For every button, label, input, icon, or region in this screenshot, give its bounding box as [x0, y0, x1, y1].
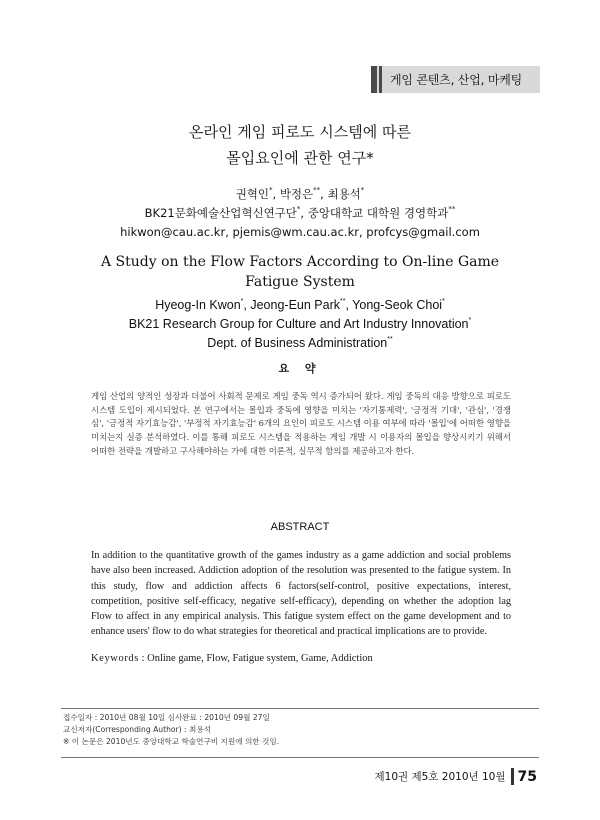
keywords-line [91, 653, 521, 664]
author-mark: ** [339, 298, 346, 305]
author-emails: hikwon@cau.ac.kr, pjemis@wm.cau.ac.kr, profcys@gmail.com [120, 225, 480, 239]
section-tag-label: 게임 콘텐츠, 산업, 마케팅 [390, 73, 522, 87]
footnote-dates: 접수일자 : 2010년 08월 10일 심사완료 : 2010년 09월 27일 [63, 713, 270, 722]
author-name: 최용석 [327, 187, 361, 201]
section-tag-bar-thick [371, 66, 377, 93]
section-tag [371, 66, 540, 93]
author-mark: ** [313, 186, 321, 194]
author-name: 권혁인 [235, 187, 270, 201]
korean-affiliations: BK21문화예술산업혁신연구단*, 중앙대학교 대학원 경영학과** [144, 205, 456, 220]
english-title [0, 252, 600, 292]
author-name: Yong-Seok Choi [352, 298, 443, 312]
author-mark: * [360, 186, 365, 194]
abstract-text: In addition to the quantitative growth of the games industry as a game addiction and social problems have also been increased. Addiction adoption of the resolution was presented to the fatigue system. In this study, flow and addiction affects 6 factors(self-control, positive expectations, interest, competition, positive self-efficacy, negative self-efficacy), depending on whether the adoption lag Flow to affect in any empirical analysis. This fatigue system effect on the game development and to enhance users' flow to do what strategies for theoretical and practical implications are to provide. [91, 550, 511, 638]
journal-issue: 제10권 제5호 2010년 10월 [374, 771, 506, 783]
english-title-line-1: A Study on the Flow Factors According to On-line Game [100, 254, 500, 270]
page-number: 75 [517, 768, 537, 785]
footnotes [63, 712, 533, 749]
korean-title [0, 119, 600, 171]
footer-bar [511, 768, 514, 785]
keywords-label: Keywords [91, 653, 139, 664]
affiliation-mark: ** [387, 336, 393, 343]
affiliation: BK21문화예술산업혁신연구단 [144, 206, 297, 220]
affiliation-mark: * [468, 317, 472, 324]
affiliation-mark: * [296, 205, 301, 213]
affiliation: Dept. of Business Administration [207, 336, 388, 350]
keywords-value: Online game, Flow, Fatigue system, Game, Addiction [147, 653, 373, 664]
korean-title-line-1: 온라인 게임 피로도 시스템에 따른 [189, 123, 411, 141]
section-tag-bar-thin [379, 66, 382, 93]
author-mark: * [269, 186, 273, 194]
author-name: Hyeog-In Kwon [155, 298, 241, 312]
author-name: 박정은 [279, 187, 314, 201]
affiliation-mark: ** [448, 205, 456, 213]
section-tag-bars [371, 66, 382, 93]
english-authors-block [0, 296, 600, 353]
author-mark: * [240, 298, 244, 305]
affiliation: 중앙대학교 대학원 경영학과 [307, 206, 449, 220]
author-name: Jeong-Eun Park [250, 298, 340, 312]
abstract-heading: ABSTRACT [270, 521, 330, 533]
summary-heading: 요 약 [278, 362, 322, 375]
korean-author-names: 권혁인*, 박정은**, 최용석* [235, 186, 365, 201]
korean-title-line-2: 몰입요인에 관한 연구* [226, 149, 374, 167]
korean-authors-block [0, 185, 600, 242]
footnote-corresponding: 교신저자(Corresponding Author) : 최용석 [63, 725, 212, 735]
summary-text: 게임 산업의 양적인 성장과 더불어 사회적 문제로 게임 중독 역시 증가되어 왔다. 게임 중독의 대응 방향으로 피로도 시스템 도입이 제시되었다. 본 연구에서는 몰입과 중독에 영향을 미치는 '자기통제력', '긍정적 기대', '관심', '경쟁심', '긍정적 자기효능감', '부정적 자기효능감' 6개의 요인이 피로도 시스템 이용 여부에 따라 '몰입'에 어떠한 영향을 미치는지 실증 분석하였다. 이를 통해 피로도 시스템을 적용하는 게임 개발 시 이용자의 몰입을 향상시키기 위해서 어떠한 전략을 개발하고 구사해야하는 가에 대한 이론적, 실무적 함의를 제공하고자 한다. [91, 391, 512, 456]
english-affiliation-b [0, 334, 600, 353]
english-author-names: Hyeog-In Kwon*, Jeong-Eun Park**, Yong-Seok Choi* [155, 298, 445, 312]
keywords-separator: : [141, 653, 145, 664]
english-title-line-2: Fatigue System [245, 274, 355, 290]
affiliation: BK21 Research Group for Culture and Art Industry Innovation [128, 317, 469, 331]
english-affiliation-a [0, 315, 600, 334]
page-footer [375, 768, 537, 785]
footer-divider [61, 757, 539, 758]
footnote-divider [61, 708, 539, 709]
author-mark: * [442, 298, 445, 305]
footnote-funding: ※ 이 논문은 2010년도 중앙대학교 학술연구비 지원에 의한 것임. [63, 737, 280, 747]
